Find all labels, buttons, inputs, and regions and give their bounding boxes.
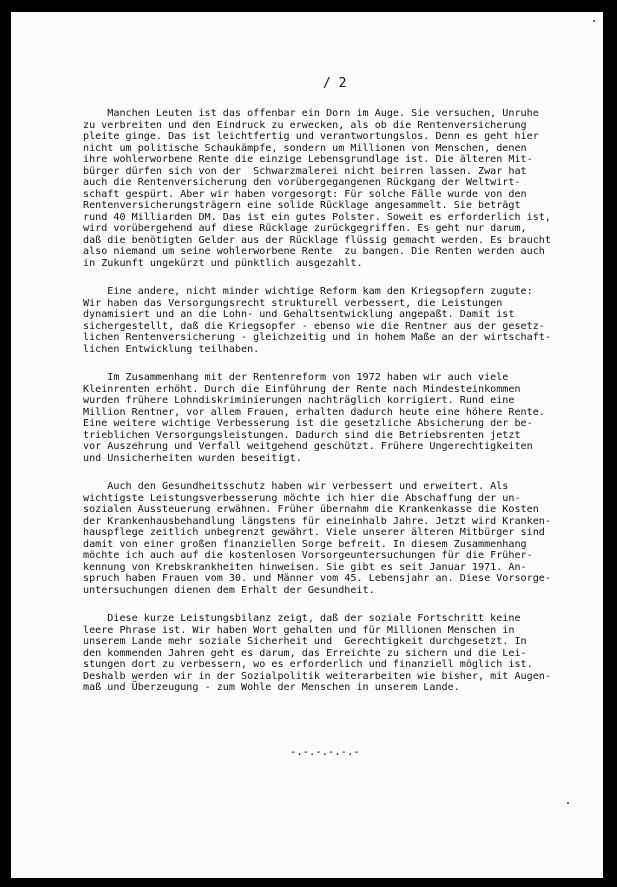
text-line: den kommenden Jahren geht es darum, das Erreichte zu sichern und die Lei- (83, 647, 527, 659)
text-line: also niemand um seine wohlerworbene Rente zu bangen. Die Renten werden auch (83, 246, 545, 257)
text-line: hauspflege zeitlich unbegrenzt gewährt. Viele unserer älteren Mitbürger sind (83, 527, 545, 538)
text-line: lichen Entwicklung teilhaben. (83, 343, 260, 355)
paragraph-war-victims (83, 286, 593, 355)
document-page (11, 12, 603, 878)
text-line: pleite ginge. Das ist leichtfertig und verantwortungslos. Denn es geht hier (83, 131, 539, 142)
text-line: unserem Lande mehr soziale Sicherheit und Gerechtigkeit durchgesetzt. In (83, 636, 527, 647)
text-line: wichtigste Leistungsverbesserung möchte ich hier die Abschaffung der un- (83, 492, 521, 504)
text-line: schaft gespürt. Aber wir haben vorgesorgt: Für solche Fälle wurde von den (83, 188, 527, 200)
text-line: nicht um politische Schaukämpfe, sondern um Millionen von Menschen, denen (83, 142, 527, 154)
text-line: trieblichen Versorgungsleistungen. Dadurch sind die Betriebsrenten jetzt (83, 429, 521, 441)
text-line: spruch haben Frauen vom 30. und Männer vom 45. Lebensjahr an. Diese Vorsorge- (83, 573, 551, 584)
text-line: Eine andere, nicht minder wichtige Reform kam den Kriegsopfern zugute: (83, 286, 533, 297)
text-line: vor Auszehrung und Verfall weitgehend geschützt. Frühere Ungerechtigkeiten (83, 441, 533, 452)
text-line: Million Rentner, vor allem Frauen, erhalten dadurch heute eine höhere Rente. (83, 406, 545, 418)
text-line: Manchen Leuten ist das offenbar ein Dorn im Auge. Sie versuchen, Unruhe (83, 108, 539, 119)
paragraph-small-pensions (83, 372, 593, 464)
paragraph-health-protection (83, 481, 593, 596)
paragraph-summary (83, 613, 593, 694)
text-line: zu verbreiten und den Eindruck zu erwecken, als ob die Rentenversicherung (83, 119, 527, 131)
text-line: Auch den Gesundheitsschutz haben wir verbessert und erweitert. Als (83, 481, 509, 492)
text-line: rund 40 Milliarden DM. Das ist ein gutes Polster. Soweit es erforderlich ist, (83, 211, 551, 223)
text-line: Rentenversicherungsträgern eine solide Rücklage angesammelt. Sie beträgt (83, 200, 521, 211)
text-line: möchte ich auch auf die kostenlosen Vorsorgeuntersuchungen für die Früher- (83, 550, 533, 561)
text-line: sozialen Aussteuerung erwähnen. Früher übernahm die Krankenkasse die Kosten (83, 504, 539, 515)
text-line: der Krankenhausbehandlung längstens für eineinhalb Jahre. Jetzt wird Kranken- (83, 515, 551, 527)
paragraph-pension-reserve (83, 108, 593, 269)
text-line: Kleinrenten erhöht. Durch die Einführung der Rente nach Mindesteinkommen (83, 383, 521, 395)
scan-speck (593, 20, 595, 22)
text-line: auch die Rentenversicherung den vorübergegangenen Rückgang der Weltwirt- (83, 177, 521, 188)
text-line: Im Zusammenhang mit der Rentenreform von 1972 haben wir auch viele (83, 372, 509, 383)
text-line: wird vorübergehend auf diese Rücklage zurückgegriffen. Es geht nur darum, (83, 223, 527, 234)
scan-speck (567, 802, 569, 804)
text-line: bürger dürfen sich von der Schwarzmalerei nicht beirren lassen. Zwar hat (83, 165, 527, 177)
text-line: untersuchungen dienen dem Erhalt der Gesundheit. (83, 584, 375, 596)
text-line: Deshalb werden wir in der Sozialpolitik weiterarbeiten wie bisher, mit Augen- (83, 670, 551, 682)
text-line: stungen dort zu verbessern, wo es erforderlich und finanziell möglich ist. (83, 659, 533, 670)
text-line: dynamisiert und an die Lohn- und Gehaltsentwicklung angepaßt. Damit ist (83, 309, 515, 320)
text-line: daß die benötigten Gelder aus der Rücklage flüssig gemacht werden. Es braucht (83, 234, 551, 246)
text-line: in Zukunft ungekürzt und pünktlich ausgezahlt. (83, 257, 363, 269)
text-line: lichen Rentenversicherung - gleichzeitig und in hohem Maße an der wirtschaft- (83, 332, 551, 343)
text-line: damit von einer großen finanziellen Sorge befreit. In diesem Zusammenhang (83, 538, 527, 550)
closing-mark: -.-.-.-.-.- (290, 746, 360, 758)
page-number: / 2 (323, 76, 347, 91)
text-line: maß und Überzeugung - zum Wohle der Menschen in unserem Lande. (83, 682, 460, 693)
text-line: und Unsicherheiten wurden beseitigt. (83, 452, 302, 464)
text-line: sichergestellt, daß die Kriegsopfer - ebenso wie die Rentner aus der gesetz- (83, 320, 545, 332)
text-line: Wir haben das Versorgungsrecht strukturell verbessert, die Leistungen (83, 297, 503, 309)
text-line: Diese kurze Leistungsbilanz zeigt, daß der soziale Fortschritt keine (83, 613, 521, 624)
text-line: wurden frühere Lohndiskriminierungen nachträglich korrigiert. Rund eine (83, 395, 515, 406)
text-line: kennung von Krebskrankheiten hinweisen. Sie gibt es seit Januar 1971. An- (83, 561, 527, 573)
document-body (83, 108, 593, 711)
text-line: leere Phrase ist. Wir haben Wort gehalten und für Millionen Menschen in (83, 624, 515, 636)
text-line: Eine weitere wichtige Verbesserung ist die gesetzliche Absicherung der be- (83, 418, 533, 429)
text-line: ihre wohlerworbene Rente die einzige Lebensgrundlage ist. Die älteren Mit- (83, 154, 533, 165)
